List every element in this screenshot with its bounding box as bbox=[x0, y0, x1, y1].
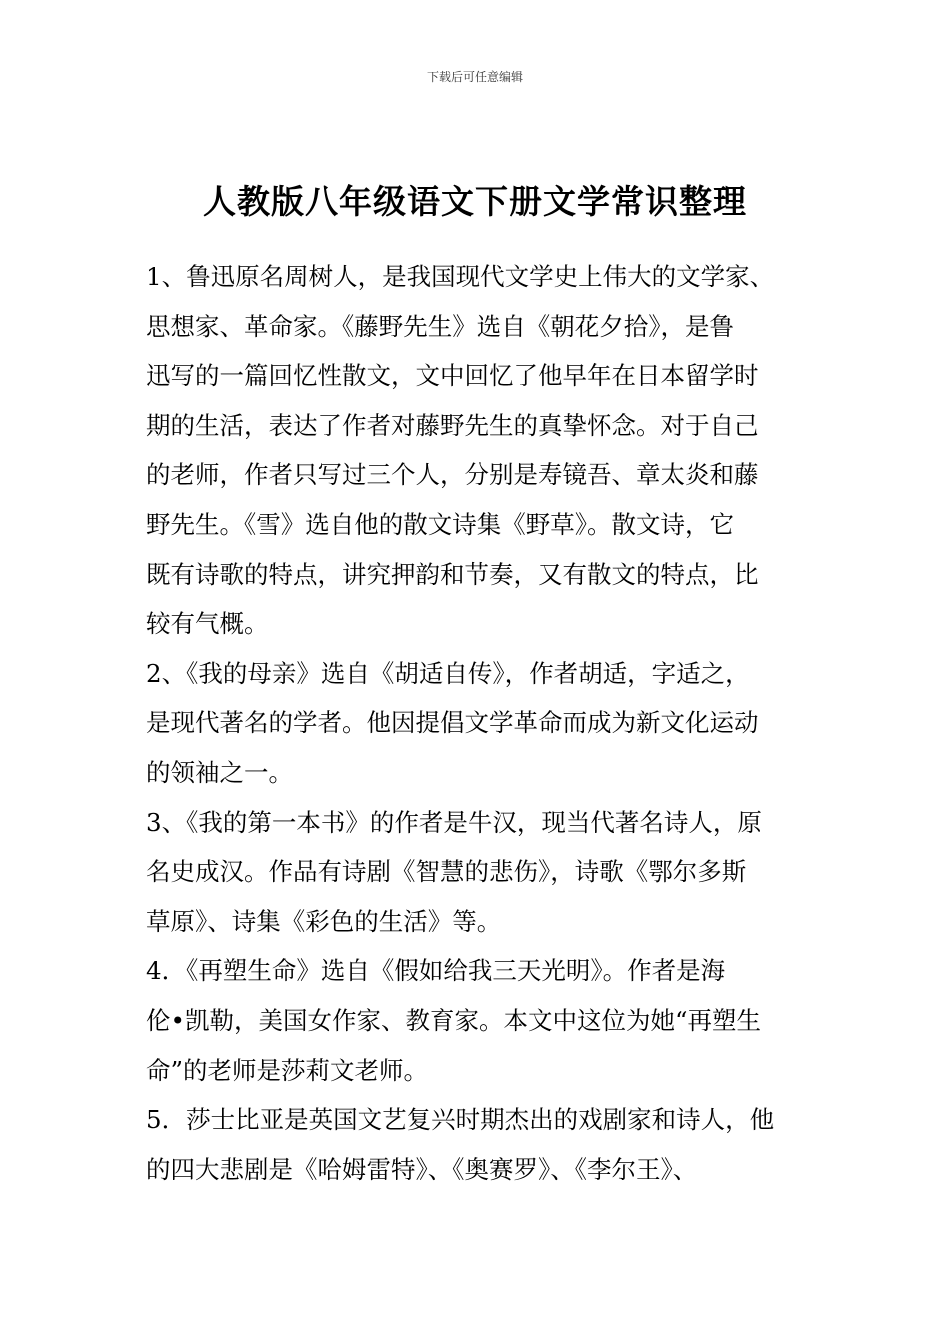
text-line: 4．《再塑生命》选自《假如给我三天光明》。作者是海 bbox=[146, 956, 726, 986]
text-line: 思想家、革命家。《藤野先生》选自《朝花夕拾》，是鲁 bbox=[146, 311, 734, 341]
paragraph-5 bbox=[146, 1095, 806, 1194]
text-line: 3、《我的第一本书》的作者是牛汉，现当代著名诗人，原 bbox=[146, 807, 762, 837]
document-title: 人教版八年级语文下册文学常识整理 bbox=[203, 182, 747, 221]
text-line: 较有气概。 bbox=[146, 609, 269, 639]
paragraph-1 bbox=[146, 252, 806, 649]
text-line: 草原》、诗集《彩色的生活》等。 bbox=[146, 906, 502, 936]
document-body bbox=[146, 252, 806, 1194]
text-line: 期的生活，表达了作者对藤野先生的真挚怀念。对于自己 bbox=[146, 410, 759, 440]
text-line: 的四大悲剧是《哈姆雷特》、《奥赛罗》、《李尔王》、 bbox=[146, 1154, 698, 1184]
text-line: 既有诗歌的特点，讲究押韵和节奏，又有散文的特点，比 bbox=[146, 559, 759, 589]
text-line: 命”的老师是莎莉文老师。 bbox=[146, 1055, 429, 1085]
paragraph-4 bbox=[146, 946, 806, 1095]
text-line: 是现代著名的学者。他因提倡文学革命而成为新文化运动 bbox=[146, 708, 759, 738]
text-line: 2、《我的母亲》选自《胡适自传》，作者胡适，字适之， bbox=[146, 658, 750, 688]
text-line: 1、鲁迅原名周树人，是我国现代文学史上伟大的文学家、 bbox=[146, 262, 775, 291]
text-line: 5．莎士比亚是英国文艺复兴时期杰出的戏剧家和诗人，他 bbox=[146, 1105, 775, 1135]
text-line: 名史成汉。作品有诗剧《智慧的悲伤》，诗歌《鄂尔多斯 bbox=[146, 857, 747, 887]
header-note: 下载后可任意编辑 bbox=[426, 70, 523, 84]
text-line: 野先生。《雪》选自他的散文诗集《野草》。散文诗，它 bbox=[146, 509, 734, 539]
text-line: 的领袖之一。 bbox=[146, 757, 293, 787]
text-line: 伦•凯勒，美国女作家、教育家。本文中这位为她“再塑生 bbox=[146, 1005, 761, 1035]
text-line: 迅写的一篇回忆性散文，文中回忆了他早年在日本留学时 bbox=[146, 361, 759, 391]
paragraph-2 bbox=[146, 649, 806, 798]
paragraph-3 bbox=[146, 798, 806, 947]
text-line: 的老师，作者只写过三个人，分别是寿镜吾、章太炎和藤 bbox=[146, 460, 759, 490]
